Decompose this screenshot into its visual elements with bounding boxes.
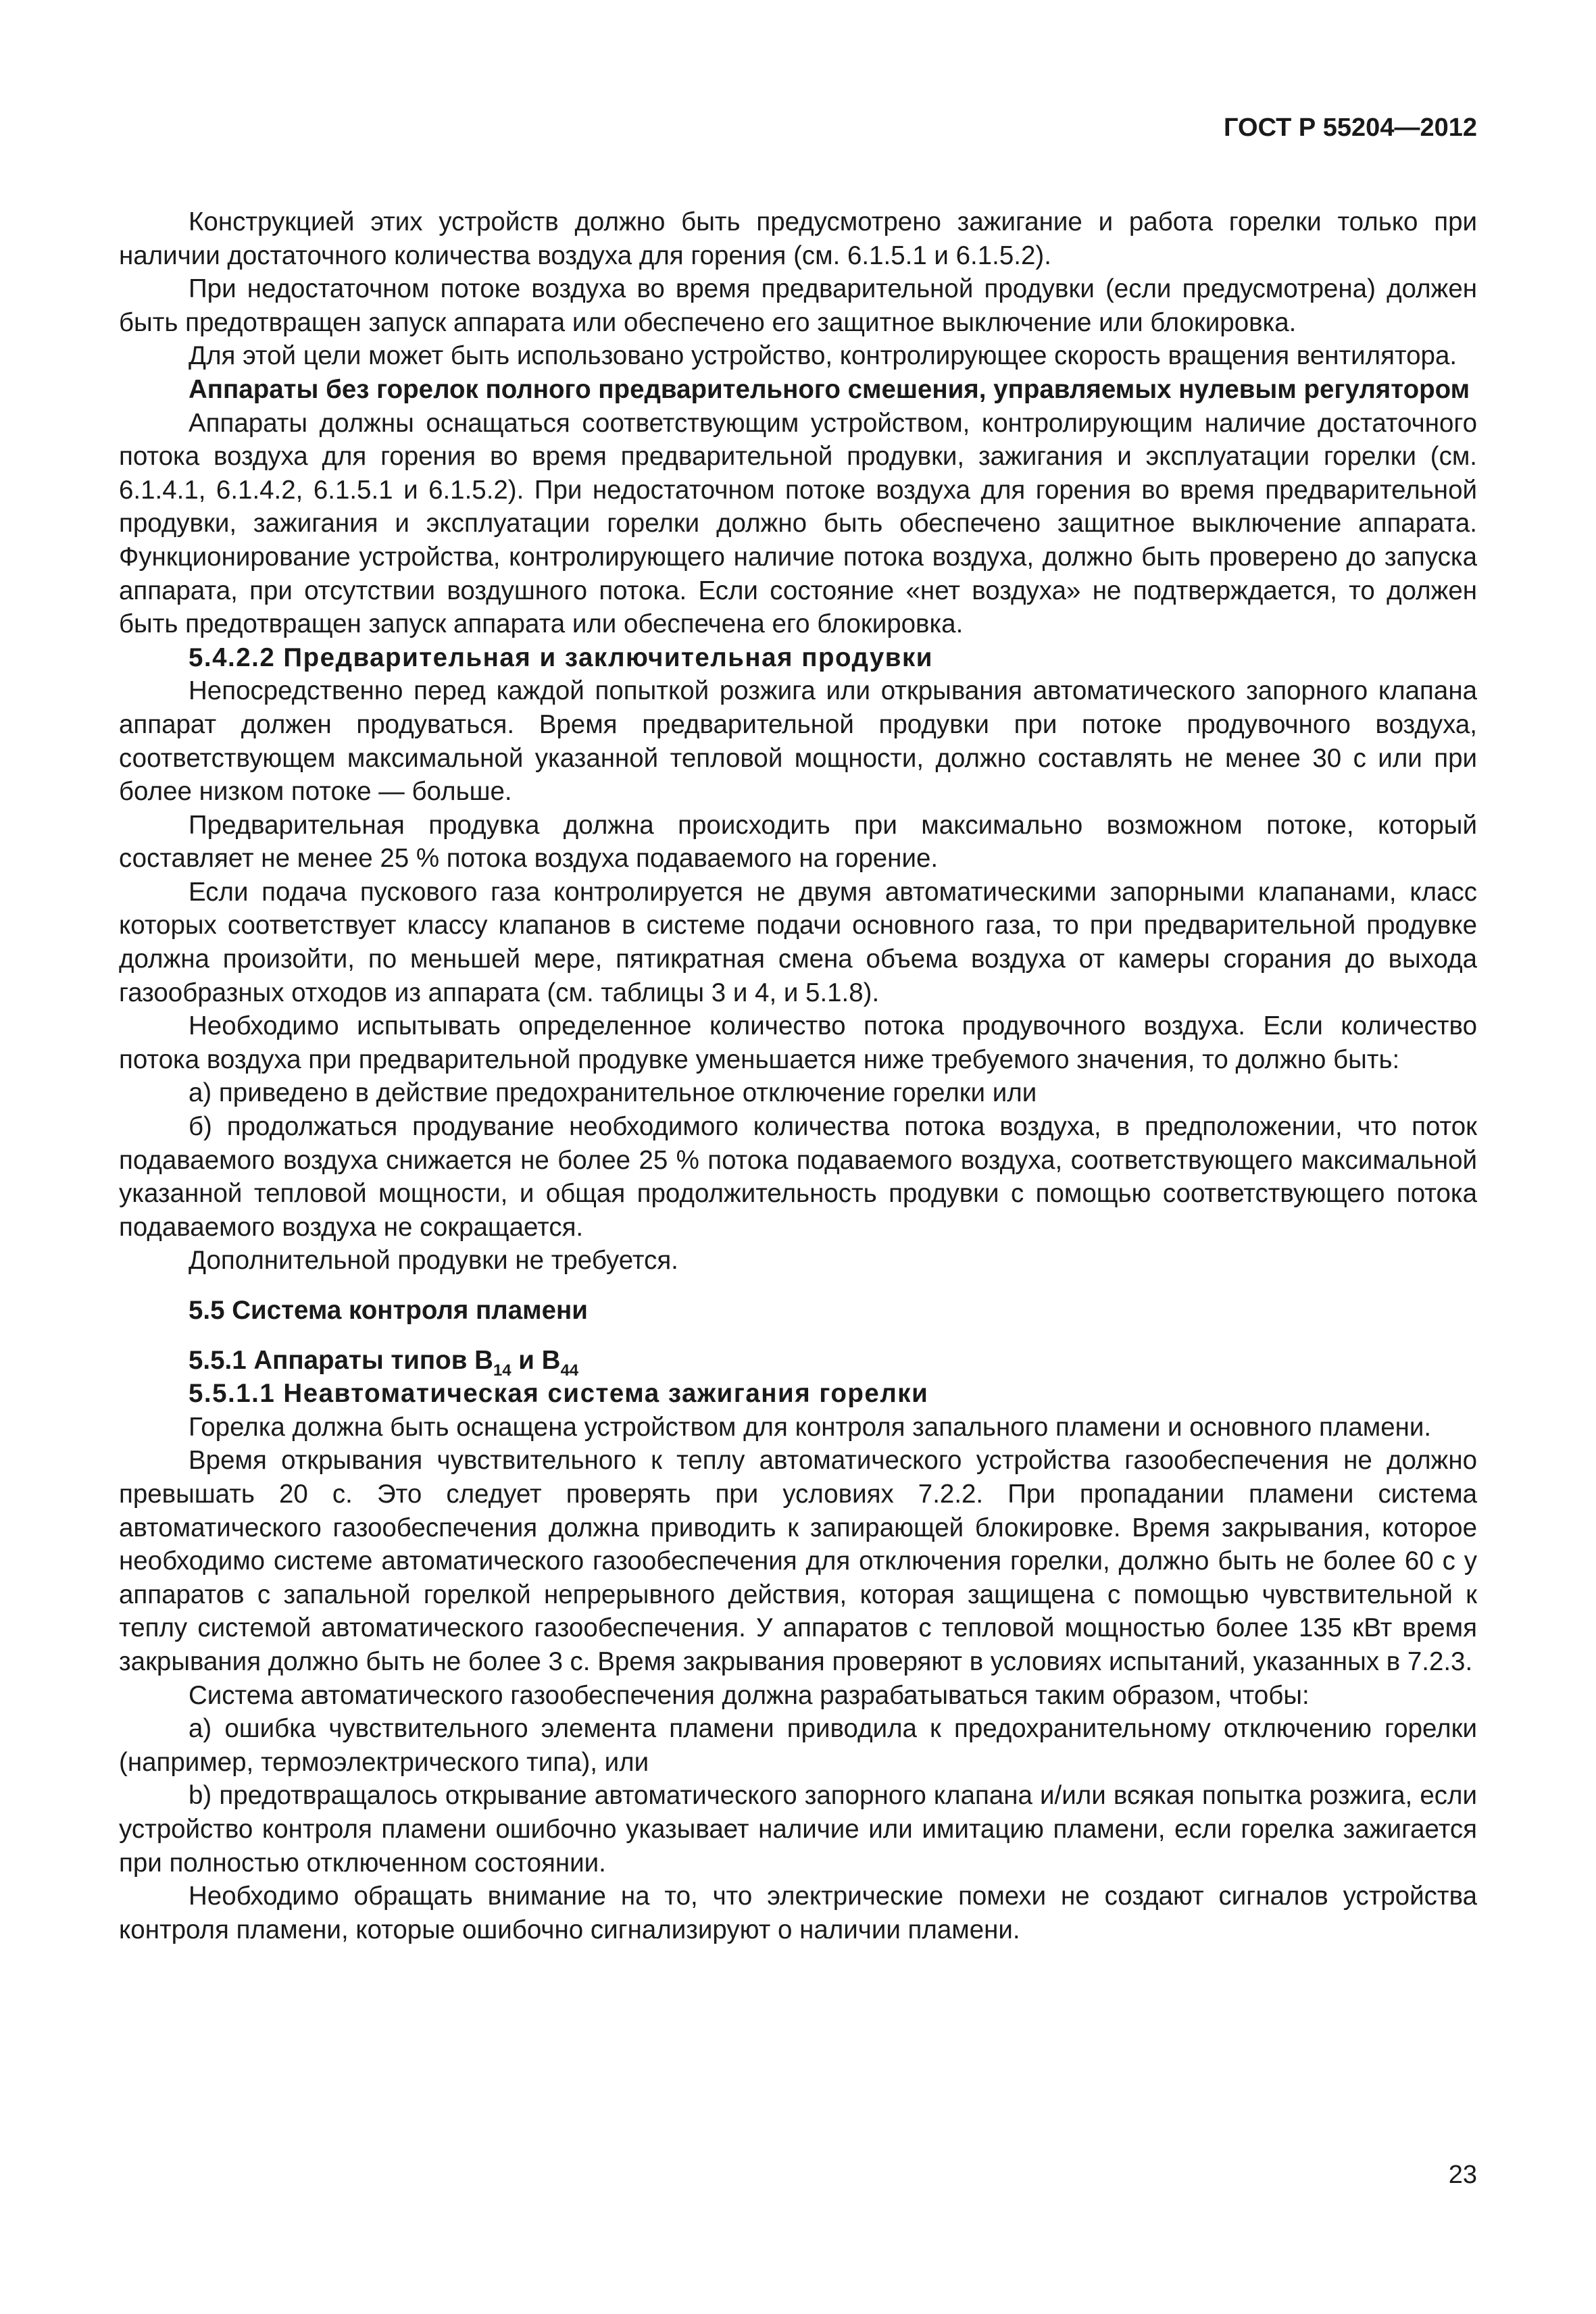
section-heading-5-5: 5.5 Система контроля пламени [189, 1296, 588, 1325]
subscript-44: 44 [560, 1361, 579, 1380]
paragraph: Для этой цели может быть использовано устройство, контролирующее скорость вращения вентилятора. [189, 341, 1457, 371]
document-header: ГОСТ Р 55204—2012 [1224, 114, 1477, 142]
list-item-b: b) предотвращалось открывание автоматического запорного клапана и/или всякая попытка розжига, если устройство контроля пламени ошибочно указывает наличие или имитацию пламени, если горелка зажигается при полностью отключенном состоянии. [119, 1781, 1477, 1878]
subheading-no-premix-burners: Аппараты без горелок полного предварительного смешения, управляемых нулевым регулятором [189, 374, 1470, 404]
paragraph: Дополнительной продувки не требуется. [189, 1246, 678, 1276]
paragraph: Время открывания чувствительного к теплу автоматического устройства газообеспечения не должно превышать 20 с. Это следует проверять при условиях 7.2.2. При пропадании пламени система автоматического газообеспечения должна приводить к запирающей блокировке. Время закрывания, которое необходимо системе автоматического газообеспечения для отключения горелки, должно быть не более 60 с у аппаратов с запальной горелкой непрерывного действия, которая защищена с помощью чувствительной к теплу системой автоматического газообеспечения. У аппаратов с тепловой мощностью более 135 кВт время закрывания должно быть не более 3 с. Время закрывания проверяют в условиях испытаний, указанных в 7.2.3. [119, 1446, 1477, 1676]
paragraph: Горелка должна быть оснащена устройством для контроля запального пламени и основного пламени. [189, 1412, 1432, 1442]
paragraph: Необходимо обращать внимание на то, что электрические помехи не создают сигналов устройства контроля пламени, которые ошибочно сигнализируют о наличии пламени. [119, 1882, 1477, 1944]
paragraph: При недостаточном потоке воздуха во время предварительной продувки (если предусмотрена) должен быть предотвращен запуск аппарата или обеспечено его защитное выключение или блокировка. [119, 274, 1477, 337]
section-heading-5-5-1 [119, 1344, 1477, 1378]
section-heading-5-4-2-2: 5.4.2.2 Предварительная и заключительная продувки [189, 643, 933, 672]
paragraph: Аппараты должны оснащаться соответствующим устройством, контролирующим наличие достаточного потока воздуха для горения во время предварительной продувки, зажигания и эксплуатации горелки (см. 6.1.4.1, 6.1.4.2, 6.1.5.1 и 6.1.5.2). При недостаточном потоке воздуха для горения во время предварительной продувки, зажигания и эксплуатации горелки должно быть обеспечено защитное выключение аппарата. Функционирование устройства, контролирующего наличие потока воздуха, должно быть проверено до запуска аппарата, при отсутствии воздушного потока. Если состояние «нет воздуха» не подтверждается, то должен быть предотвращен запуск аппарата или обеспечена его блокировка. [119, 408, 1477, 639]
paragraph: Непосредственно перед каждой попыткой розжига или открывания автоматического запорного клапана аппарат должен продуваться. Время предварительной продувки при потоке продувочного воздуха, соответствующем максимальной указанной тепловой мощности, должно составлять не менее 30 с или при более низком потоке — больше. [119, 676, 1477, 807]
page-number: 23 [1448, 2161, 1477, 2189]
paragraph: Предварительная продувка должна происходить при максимально возможном потоке, который составляет не менее 25 % потока воздуха подаваемого на горение. [119, 810, 1477, 874]
section-heading-5-5-1-1: 5.5.1.1 Неавтоматическая система зажигания горелки [189, 1379, 929, 1409]
list-item-a: а) приведено в действие предохранительное отключение горелки или [189, 1078, 1037, 1108]
paragraph: Система автоматического газообеспечения должна разрабатываться таким образом, чтобы: [189, 1680, 1310, 1710]
document-body [119, 205, 1477, 1946]
paragraph: Конструкцией этих устройств должно быть предусмотрено зажигание и работа горелки только при наличии достаточного количества воздуха для горения (см. 6.1.5.1 и 6.1.5.2). [119, 207, 1477, 270]
paragraph: Необходимо испытывать определенное количество потока продувочного воздуха. Если количество потока воздуха при предварительной продувке уменьшается ниже требуемого значения, то должно быть: [119, 1011, 1477, 1074]
list-item-b: б) продолжаться продувание необходимого количества потока воздуха, в предположении, что поток подаваемого воздуха снижается не более 25 % потока подаваемого воздуха, соответствующего максимальной указанной тепловой мощности, и общая продолжительность продувки с помощью соответствующего потока подаваемого воздуха не сокращается. [119, 1112, 1477, 1242]
heading-text: и B [511, 1345, 561, 1375]
paragraph: Если подача пускового газа контролируется не двумя автоматическими запорными клапанами, класс которых соответствует классу клапанов в системе подачи основного газа, то при предварительной продувке должна произойти, по меньшей мере, пятикратная смена объема воздуха от камеры сгорания до выхода газообразных отходов из аппарата (см. таблицы 3 и 4, и 5.1.8). [119, 877, 1477, 1007]
heading-text: 5.5.1 Аппараты типов B [189, 1345, 493, 1375]
list-item-a: а) ошибка чувствительного элемента пламени приводила к предохранительному отключению горелки (например, термоэлектрического типа), или [119, 1714, 1477, 1777]
subscript-14: 14 [493, 1361, 512, 1380]
